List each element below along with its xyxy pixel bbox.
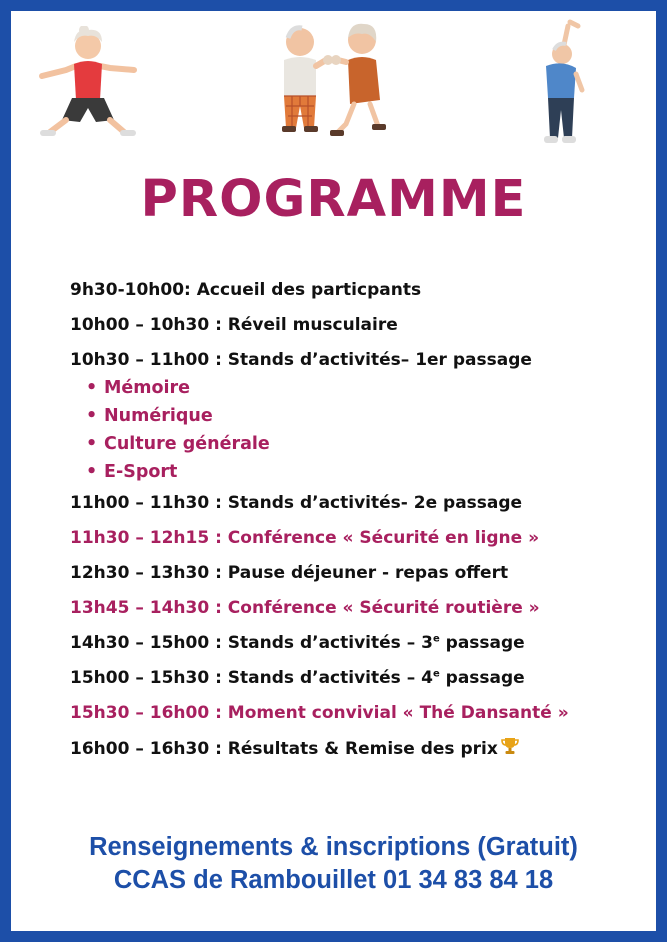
ordinal-suffix: e: [432, 633, 440, 645]
schedule-item: 11h00 – 11h30 : Stands d’activités- 2e passage: [70, 493, 523, 513]
schedule-item-conference: 13h45 – 14h30 : Conférence « Sécurité routière »: [70, 598, 540, 618]
schedule-text: 16h00 – 16h30 : Résultats & Remise des prix: [70, 739, 498, 759]
list-item: [86, 431, 630, 459]
list-item: [86, 403, 630, 431]
schedule-item: 9h30-10h00: Accueil des particpants: [70, 280, 422, 300]
schedule-item: [70, 666, 630, 701]
schedule-item: 10h30 – 11h00 : Stands d’activités– 1er passage: [70, 350, 532, 370]
activity-list: [86, 375, 630, 487]
man-stretching-illustration: [532, 18, 590, 146]
trophy-icon: [500, 736, 520, 756]
activity-label: Culture générale: [104, 434, 270, 454]
schedule-text: 14h30 – 15h00 : Stands d’activités – 3: [70, 633, 433, 653]
schedule-item: [70, 736, 630, 771]
ordinal-suffix: e: [432, 668, 440, 680]
page-title: PROGRAMME: [140, 170, 527, 229]
bullet-icon: •: [86, 378, 98, 398]
schedule-text: passage: [439, 668, 525, 688]
bullet-icon: •: [86, 434, 98, 454]
schedule-text: passage: [439, 633, 525, 653]
activity-label: E-Sport: [104, 462, 178, 482]
woman-exercising-illustration: [36, 26, 140, 142]
bullet-icon: •: [86, 406, 98, 426]
schedule: [70, 278, 630, 771]
activity-label: Numérique: [104, 406, 213, 426]
activity-label: Mémoire: [104, 378, 191, 398]
elderly-couple-dancing-illustration: [266, 20, 392, 142]
schedule-item: 12h30 – 13h30 : Pause déjeuner - repas offert: [70, 563, 509, 583]
schedule-text: 15h00 – 15h30 : Stands d’activités – 4: [70, 668, 433, 688]
list-item: [86, 375, 630, 403]
schedule-item-convivial: 15h30 – 16h00 : Moment convivial « Thé Dansanté »: [70, 703, 569, 723]
footer-info-line: Renseignements & inscriptions (Gratuit): [89, 833, 578, 861]
schedule-item-conference: 11h30 – 12h15 : Conférence « Sécurité en ligne »: [70, 528, 540, 548]
list-item: [86, 459, 630, 487]
schedule-item: 10h00 – 10h30 : Réveil musculaire: [70, 315, 398, 335]
schedule-item: [70, 631, 630, 666]
footer-contact-line: CCAS de Rambouillet 01 34 83 84 18: [113, 866, 554, 894]
bullet-icon: •: [86, 462, 98, 482]
